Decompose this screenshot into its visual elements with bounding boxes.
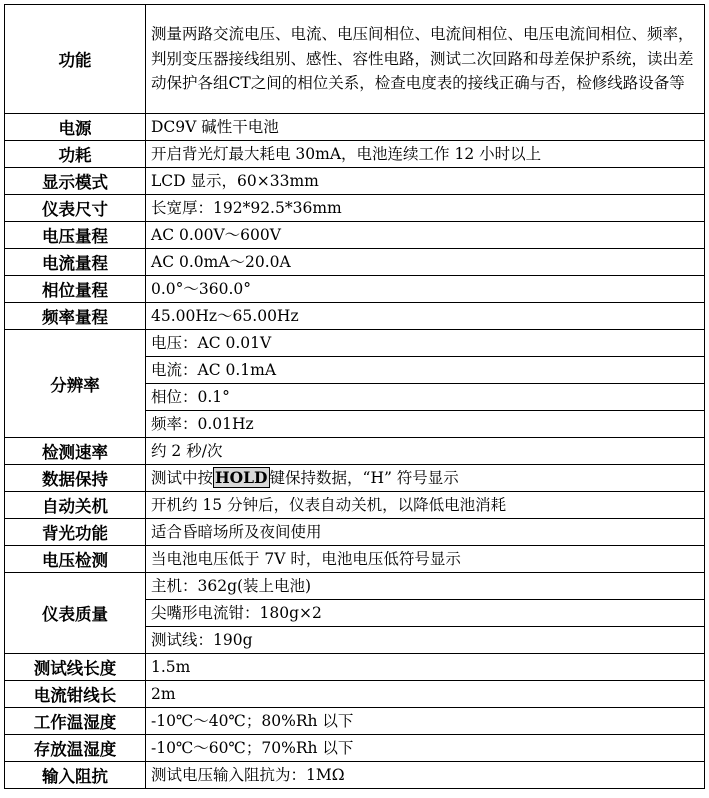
- row-label: 功耗: [5, 141, 146, 168]
- row-label: 输入阻抗: [5, 762, 146, 789]
- row-label: 仪表质量: [5, 573, 146, 654]
- row-label: 电流量程: [5, 249, 146, 276]
- row-label: 工作温湿度: [5, 708, 146, 735]
- hold-key-label: HOLD: [215, 467, 268, 487]
- row-label: 显示模式: [5, 168, 146, 195]
- row-value: 当电池电压低于 7V 时，电池电压低符号显示: [146, 546, 705, 573]
- table-row: [5, 114, 705, 141]
- row-label: 电源: [5, 114, 146, 141]
- sub-value: 相位：0.1°: [146, 384, 705, 411]
- row-label: 存放温湿度: [5, 735, 146, 762]
- table-row: [5, 141, 705, 168]
- row-value: 45.00Hz～65.00Hz: [146, 303, 705, 330]
- row-label: 相位量程: [5, 276, 146, 303]
- table-row: [5, 681, 705, 708]
- spec-table: [4, 4, 705, 789]
- table-row: [5, 492, 705, 519]
- row-value: 测量两路交流电压、电流、电压间相位、电流间相位、电压电流间相位、频率，判别变压器接线组别、感性、容性电路，测试二次回路和母差保护系统，读出差动保护各组CT之间的相位关系，检查电度表的接线正确与否，检修线路设备等: [146, 5, 705, 114]
- row-value: 0.0°～360.0°: [146, 276, 705, 303]
- table-row: [5, 519, 705, 546]
- sub-value: 尖嘴形电流钳：180g×2: [146, 600, 705, 627]
- row-label: 电流钳线长: [5, 681, 146, 708]
- row-label: 测试线长度: [5, 654, 146, 681]
- row-value: 开启背光灯最大耗电 30mA，电池连续工作 12 小时以上: [146, 141, 705, 168]
- row-label: 仪表尺寸: [5, 195, 146, 222]
- row-value: -10℃～40℃；80%Rh 以下: [146, 708, 705, 735]
- row-value: 适合昏暗场所及夜间使用: [146, 519, 705, 546]
- row-value: LCD 显示，60×33mm: [146, 168, 705, 195]
- hold-suffix-text: 键保持数据，“H” 符号显示: [269, 468, 459, 487]
- row-label: 自动关机: [5, 492, 146, 519]
- row-label: 分辨率: [5, 330, 146, 438]
- row-value: 约 2 秒/次: [146, 438, 705, 465]
- row-value: -10℃～60℃；70%Rh 以下: [146, 735, 705, 762]
- table-row: [5, 222, 705, 249]
- table-row: [5, 303, 705, 330]
- table-row: [5, 276, 705, 303]
- sub-value: 电流：AC 0.1mA: [146, 357, 705, 384]
- table-row: [5, 5, 705, 114]
- table-row: [5, 708, 705, 735]
- table-row: [5, 465, 705, 492]
- table-row: [5, 546, 705, 573]
- table-row: [5, 195, 705, 222]
- table-row: [5, 762, 705, 789]
- row-label: 背光功能: [5, 519, 146, 546]
- sub-value: 电压：AC 0.01V: [146, 330, 705, 357]
- sub-value: 测试线：190g: [146, 627, 705, 654]
- row-value: 1.5m: [146, 654, 705, 681]
- table-row: [5, 573, 705, 600]
- row-value: AC 0.00V～600V: [146, 222, 705, 249]
- row-value: 长宽厚：192*92.5*36mm: [146, 195, 705, 222]
- row-value: 测试电压输入阻抗为：1MΩ: [146, 762, 705, 789]
- row-value: 2m: [146, 681, 705, 708]
- row-label: 检测速率: [5, 438, 146, 465]
- row-label: 频率量程: [5, 303, 146, 330]
- hold-prefix-text: 测试中按: [151, 468, 214, 487]
- table-row: [5, 249, 705, 276]
- table-row: [5, 330, 705, 357]
- row-label: 电压检测: [5, 546, 146, 573]
- row-value: DC9V 碱性干电池: [146, 114, 705, 141]
- row-value: AC 0.0mA～20.0A: [146, 249, 705, 276]
- row-label: 电压量程: [5, 222, 146, 249]
- table-row: [5, 654, 705, 681]
- row-value: 开机约 15 分钟后，仪表自动关机，以降低电池消耗: [146, 492, 705, 519]
- row-label: 功能: [5, 5, 146, 114]
- table-row: [5, 168, 705, 195]
- table-row: [5, 438, 705, 465]
- sub-value: 主机：362g(装上电池): [146, 573, 705, 600]
- row-label: 数据保持: [5, 465, 146, 492]
- sub-value: 频率：0.01Hz: [146, 411, 705, 438]
- row-value: [146, 465, 705, 492]
- table-row: [5, 735, 705, 762]
